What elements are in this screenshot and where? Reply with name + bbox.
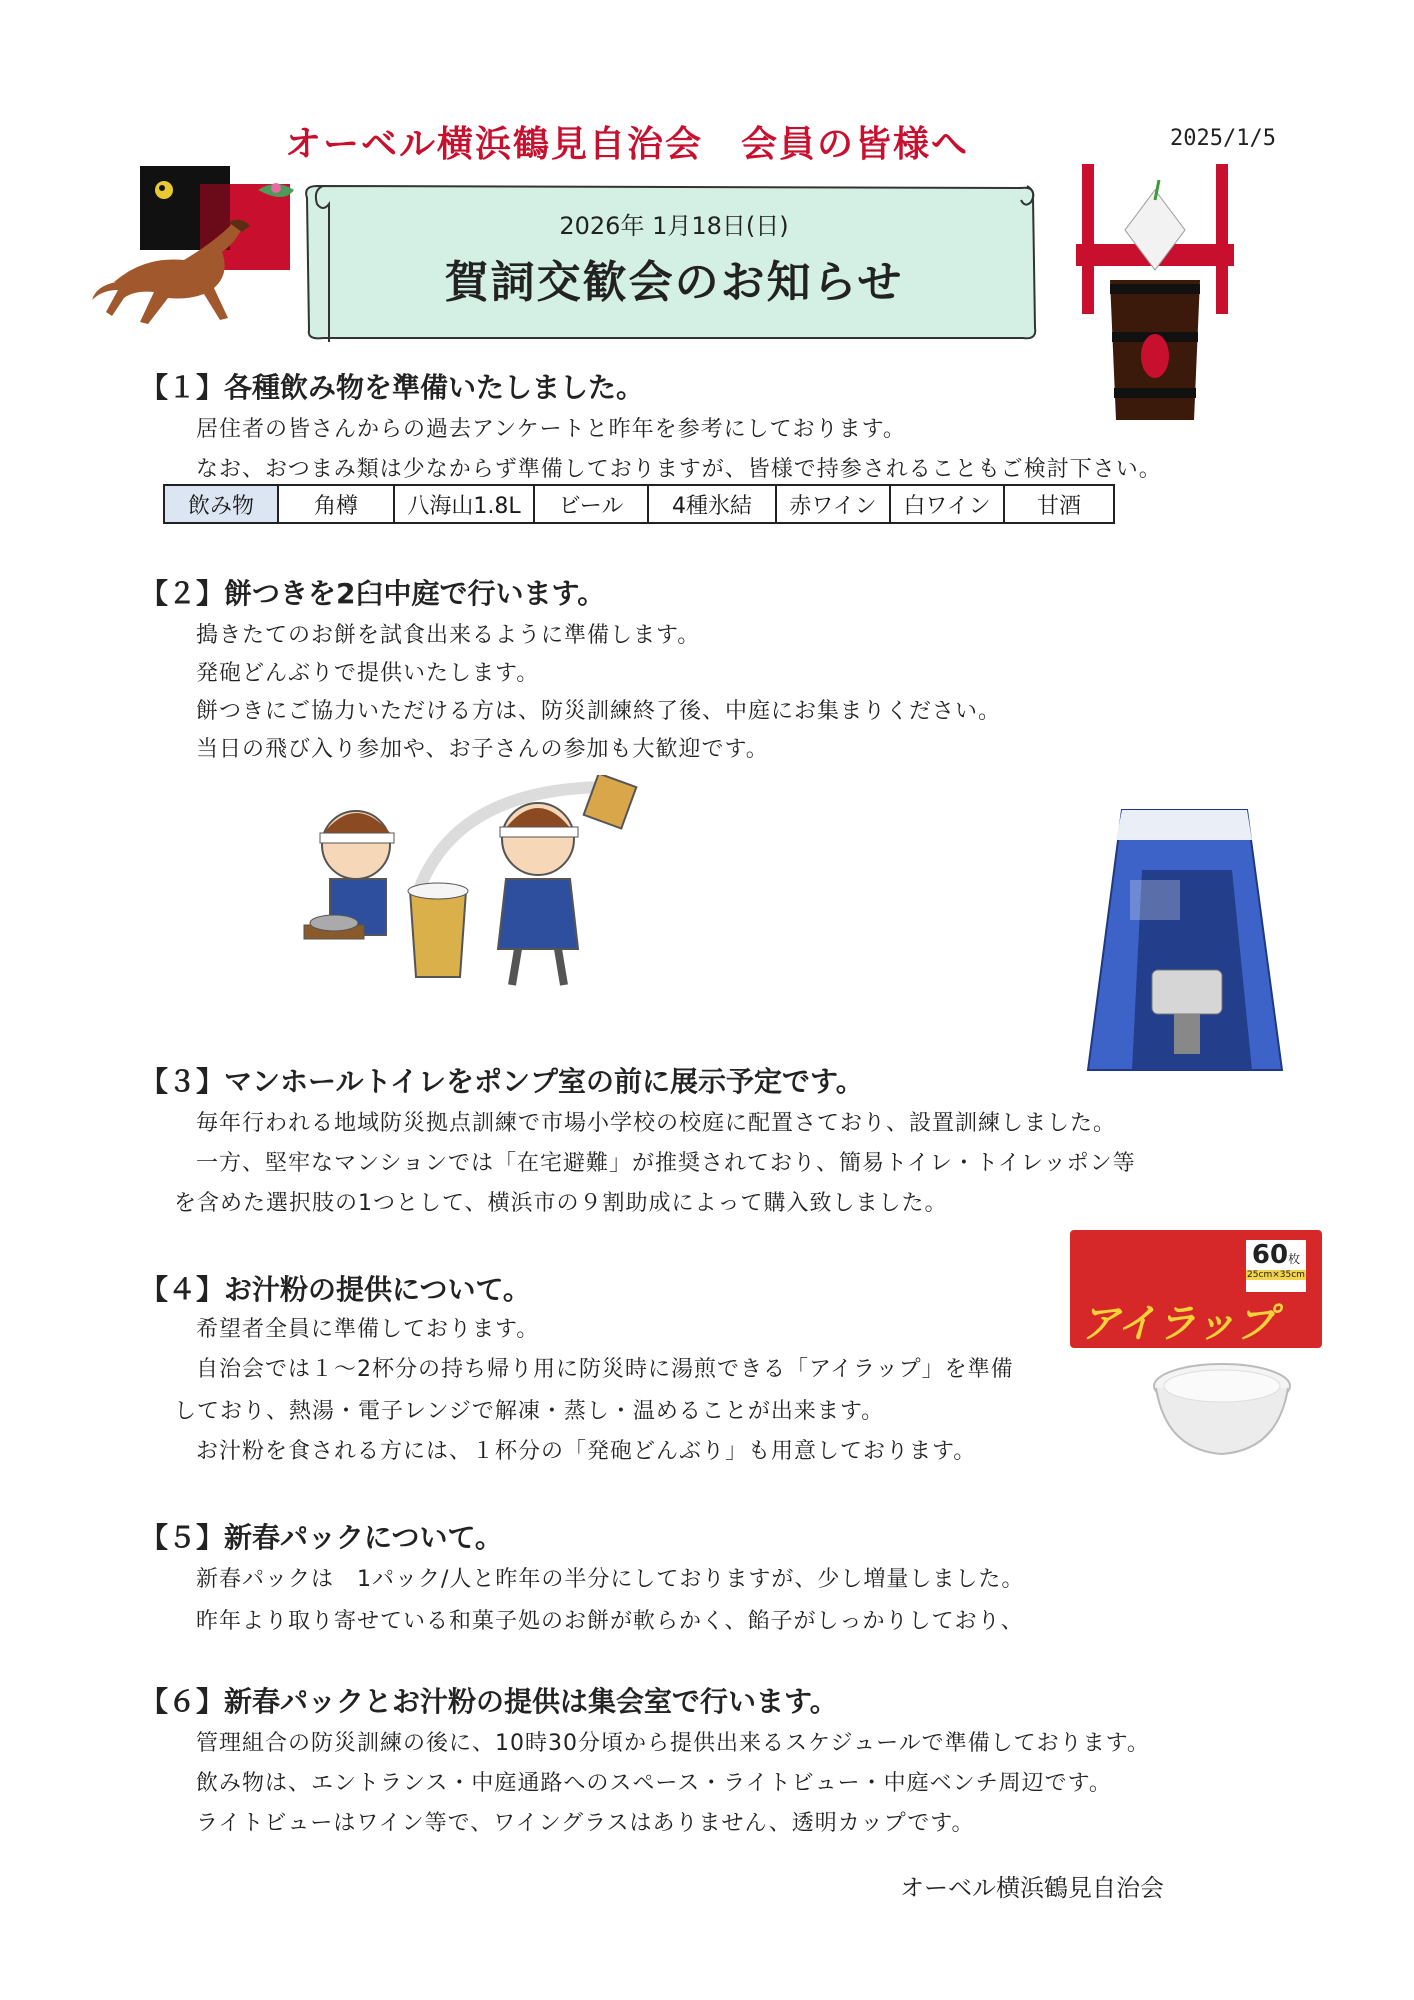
foam-bowl-illustration xyxy=(1150,1360,1295,1460)
drinks-table-header: 飲み物 xyxy=(164,485,278,523)
section-2-line-2: 発砲どんぶりで提供いたします。 xyxy=(196,661,540,686)
section-6-line-1: 管理組合の防災訓練の後に、10時30分頃から提供出来るスケジュールで準備しております。 xyxy=(196,1731,1150,1756)
section-2-line-4: 当日の飛び入り参加や、お子さんの参加も大歓迎です。 xyxy=(196,737,769,762)
section-5-line-1: 新春パックは 1パック/人と昨年の半分にしておりますが、少し増量しました。 xyxy=(196,1567,1025,1592)
iwrap-count: 60 xyxy=(1251,1240,1289,1270)
footer-signature: オーベル横浜鶴見自治会 xyxy=(900,1874,1164,1902)
sake-barrel-illustration xyxy=(1070,160,1240,435)
drink-item: 白ワイン xyxy=(890,485,1004,523)
section-1-heading: 【１】各種飲み物を準備いたしました。 xyxy=(140,371,645,404)
section-3-line-2: 一方、堅牢なマンションでは「在宅避難」が推奨されており、簡易トイレ・トイレッポン等 xyxy=(196,1151,1136,1176)
section-2-line-3: 餅つきにご協力いただける方は、防災訓練終了後、中庭にお集まりください。 xyxy=(196,699,1002,724)
section-4-line-1: 希望者全員に準備しております。 xyxy=(196,1317,540,1342)
section-5-line-2: 昨年より取り寄せている和菓子処のお餅が軟らかく、餡子がしっかりしており、 xyxy=(196,1609,1024,1634)
section-2-line-1: 搗きたてのお餅を試食出来るように準備します。 xyxy=(196,623,701,648)
event-date: 2026年 1月18日(日) xyxy=(559,212,789,240)
section-4-line-4: お汁粉を食される方には、１杯分の「発砲どんぶり」も用意しております。 xyxy=(196,1439,977,1464)
notice-title: オーベル横浜鶴見自治会 会員の皆様へ xyxy=(285,124,970,165)
event-banner xyxy=(318,188,1030,318)
drink-item: ビール xyxy=(534,485,648,523)
section-4-heading: 【４】お汁粉の提供について。 xyxy=(140,1273,531,1306)
section-4-line-3: しており、熱湯・電子レンジで解凍・蒸し・温めることが出来ます。 xyxy=(174,1399,885,1424)
horse-illustration xyxy=(88,162,318,347)
section-2-heading: 【２】餅つきを2臼中庭で行います。 xyxy=(140,577,606,610)
iwrap-count-unit: 枚 xyxy=(1288,1252,1301,1266)
section-3-line-1: 毎年行われる地域防災拠点訓練で市場小学校の校庭に配置さており、設置訓練しました。 xyxy=(196,1111,1117,1136)
iwrap-product-box xyxy=(1070,1230,1322,1348)
event-title: 賀詞交歓会のお知らせ xyxy=(444,257,904,308)
section-1-line-2: なお、おつまみ類は少なからず準備しておりますが、皆様で持参されることもご検討下さい。 xyxy=(196,457,1162,482)
section-6-line-2: 飲み物は、エントランス・中庭通路へのスペース・ライトビュー・中庭ベンチ周辺です。 xyxy=(196,1771,1112,1796)
drink-item: 4種氷結 xyxy=(648,485,776,523)
section-1-line-1: 居住者の皆さんからの過去アンケートと昨年を参考にしております。 xyxy=(196,417,906,442)
drink-item: 甘酒 xyxy=(1004,485,1114,523)
drink-item: 八海山1.8L xyxy=(394,485,534,523)
iwrap-count-badge xyxy=(1244,1238,1308,1294)
section-3-line-3: を含めた選択肢の1つとして、横浜市の９割助成によって購入致しました。 xyxy=(174,1191,948,1216)
section-3-heading: 【３】マンホールトイレをポンプ室の前に展示予定です。 xyxy=(140,1065,864,1098)
drink-item: 赤ワイン xyxy=(776,485,890,523)
mochi-pounding-illustration xyxy=(290,775,640,995)
document-date: 2025/1/5 xyxy=(1170,126,1276,151)
drink-item: 角樽 xyxy=(278,485,394,523)
section-6-heading: 【６】新春パックとお汁粉の提供は集会室で行います。 xyxy=(140,1685,838,1718)
drinks-table xyxy=(163,484,1115,524)
section-4-line-2: 自治会では１～2杯分の持ち帰り用に防災時に湯煎できる「アイラップ」を準備 xyxy=(196,1357,1014,1382)
section-5-heading: 【５】新春パックについて。 xyxy=(140,1521,503,1554)
section-6-line-3: ライトビューはワイン等で、ワイングラスはありません、透明カップです。 xyxy=(196,1811,975,1836)
iwrap-size: 25cm×35cm xyxy=(1247,1270,1305,1280)
manhole-toilet-tent-illustration xyxy=(1082,800,1287,1080)
iwrap-brand: アイラップ xyxy=(1080,1301,1276,1347)
